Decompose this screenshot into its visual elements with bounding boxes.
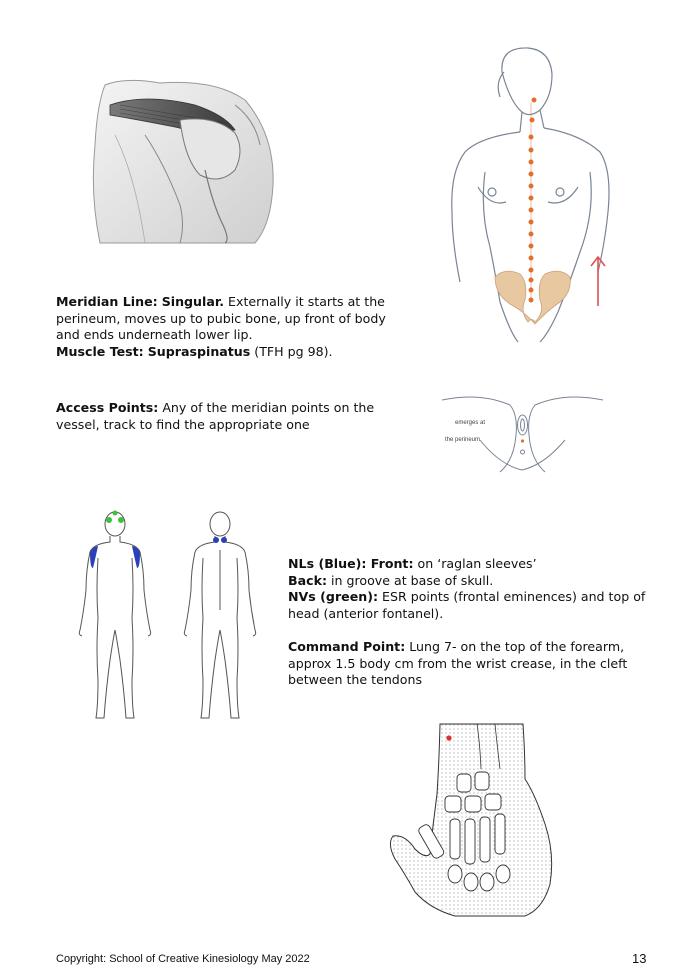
nl-back-points [213, 537, 227, 543]
access-points-desc: Any of the meridian points on the vessel, track to find the appropriate one [56, 400, 375, 432]
upward-arrow-icon [588, 254, 608, 308]
nls-nvs-text [288, 556, 658, 622]
nls-front-desc: on ‘raglan sleeves’ [413, 556, 537, 571]
perineum-label-line1: emerges at [455, 420, 486, 426]
muscle-test-label: Muscle Test: [56, 343, 144, 359]
nvs-label: NVs (green): [288, 589, 378, 604]
command-point-label: Command Point: [288, 639, 406, 654]
footer-copyright: Copyright: School of Creative Kinesiology May 2022 [56, 953, 310, 965]
meridian-value: Singular. [161, 294, 225, 309]
perineum-label-line2: the perineum [445, 437, 481, 443]
meridian-label: Meridian Line: [56, 294, 158, 309]
meridian-desc: Externally it starts at the perineum, moves up to pubic bone, up front of body and ends underneath lower lip. [56, 294, 386, 342]
command-point-desc: Lung 7- on the top of the forearm, approx 1.5 body cm from the wrist crease, in the cleft between the tendons [288, 639, 628, 687]
muscle-test-ref: (TFH pg 98). [250, 343, 333, 359]
nls-front-label: Front: [366, 556, 414, 571]
meridian-line [529, 98, 537, 303]
nv-points [106, 511, 124, 524]
page-number: 13 [632, 951, 647, 966]
perineum-diagram [440, 390, 605, 475]
muscle-test-value: Supraspinatus [147, 343, 251, 359]
nvs-desc: ESR points (frontal eminences) and top of head (anterior fontanel). [288, 589, 646, 621]
shoulder-muscle-illustration [85, 75, 280, 245]
access-points-label: Access Points: [56, 400, 159, 415]
access-points-text [56, 400, 396, 433]
nls-back-desc: in groove at base of skull. [326, 572, 494, 588]
front-back-figures-illustration [68, 510, 273, 722]
nls-back-label: Back: [288, 572, 327, 588]
command-point-text [288, 639, 658, 689]
command-point-dot [446, 735, 451, 740]
meridian-line-text [56, 294, 411, 360]
hand-wrist-illustration [385, 724, 560, 919]
nls-label: NLs (Blue): [288, 556, 367, 571]
